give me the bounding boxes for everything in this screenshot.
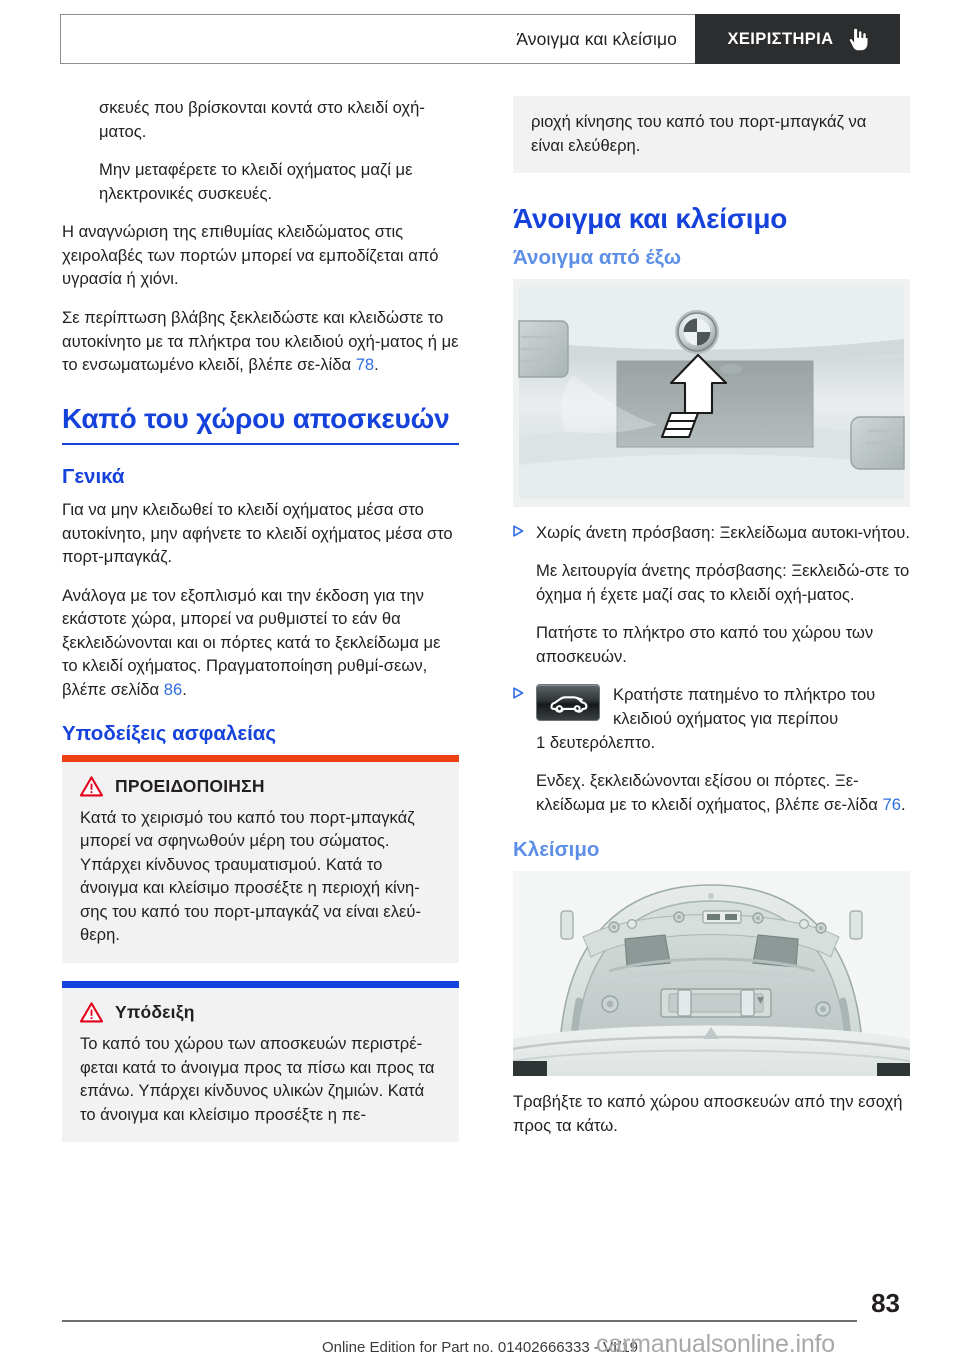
warning-box-text: Κατά το χειρισμό του καπό του πορτ-μπαγκάζ μπορεί να σφηνωθούν μέρη του σώματος. Υπάρχει κίνδυνος τραυματισμού. Κατά το άνοιγμα και κλείσιμο προσέξτε η περιοχή κίνη-σης του καπό του πορτ-μπαγκάζ να είναι ελεύ-θερη.	[80, 807, 421, 945]
page-header	[60, 14, 900, 64]
section-heading-open-close: Άνοιγμα και κλείσιμο	[513, 203, 788, 235]
watermark: carmanualsonline.info	[596, 1330, 836, 1358]
note-box	[62, 981, 459, 1142]
page-reference-86[interactable]: 86	[163, 680, 183, 700]
figure-trunk-lid-underside	[513, 871, 910, 1076]
subheading-general: Γενικά	[62, 465, 125, 489]
bullet-key-button-doors-period: .	[900, 794, 906, 814]
bullet-key-button-text	[536, 683, 910, 816]
note-box-continuation-text: ριοχή κίνησης του καπό του πορτ-μπαγκάζ να είναι ελεύθερη.	[531, 112, 867, 155]
header-chapter-title: Άνοιγμα και κλείσιμο	[516, 28, 677, 49]
general-paragraph-1: Για να μην κλειδωθεί το κλειδί οχήματος μέσα στο αυτοκίνητο, μην αφήνετε το κλειδί οχήματος μέσα στο πορτ-μπαγκάζ.	[62, 500, 453, 567]
footer-rule	[62, 1320, 857, 1322]
paragraph-recognition: Η αναγνώριση της επιθυμίας κλειδώματος στις χειρολαβές των πορτών μπορεί να εμποδίζεται από υγρασία ή χιόνι.	[62, 222, 439, 289]
bullet-key-button-caption: Κρατήστε πατημένο το πλήκτρο του κλειδιού οχήματος για περίπου	[613, 685, 876, 728]
general-paragraph-2-text: Ανάλογα με τον εξοπλισμό και την έκδοση για την εκάστοτε χώρα, μπορεί να ρυθμιστεί το εάν θα ξεκλειδώνονται και οι πόρτες κατά το ξεκλείδωμα με το κλειδί οχήματος. Πραγματοποίηση ρυθμί-σεων, βλέπε σελίδα	[62, 585, 441, 700]
page-reference-78[interactable]: 78	[355, 355, 375, 375]
note-box-title: Υπόδειξη	[115, 1001, 195, 1022]
subheading-safety-notes: Υποδείξεις ασφαλείας	[62, 721, 277, 745]
warning-box-top-bar	[62, 755, 459, 762]
left-column	[62, 96, 459, 1160]
note-box-header	[80, 1002, 441, 1023]
bullet-key-button-duration: 1 δευτερόλεπτο.	[536, 732, 656, 752]
bullet-key-button	[513, 683, 910, 816]
header-chapter-title-box	[60, 14, 695, 64]
warning-box-header	[80, 776, 441, 797]
warning-triangle-icon	[80, 1002, 103, 1023]
subheading-open-from-outside: Άνοιγμα από έξω	[513, 245, 682, 269]
page-reference-76[interactable]: 76	[882, 794, 901, 814]
header-section-tab[interactable]	[695, 14, 900, 64]
paragraph-malfunction-period: .	[374, 355, 379, 375]
triangle-bullet-icon	[513, 683, 536, 699]
right-column	[513, 96, 910, 1152]
continued-paragraph-2: Μην μεταφέρετε το κλειδί οχήματος μαζί με ηλεκτρονικές συσκευές.	[99, 160, 413, 203]
warning-triangle-icon	[80, 776, 103, 797]
bullet-key-button-doors-note	[536, 769, 910, 816]
bullet-line-press-button: Πατήστε το πλήκτρο στο καπό του χώρου των αποσκευών.	[536, 623, 874, 666]
closing-instruction-text: Τραβήξτε το καπό χώρου αποσκευών από την εσοχή προς τα κάτω.	[513, 1092, 903, 1135]
header-section-tab-label: ΧΕΙΡΙΣΤΗΡΙΑ	[727, 29, 834, 48]
general-paragraph-2-period: .	[182, 680, 187, 700]
bullet-open-methods-text	[536, 521, 910, 669]
bullet-line-comfort-access: Με λειτουργία άνετης πρόσβασης: Ξεκλειδώ-στε το όχημα ή έχετε μαζί σας το κλειδί οχή-ματος.	[536, 561, 910, 604]
section-heading-trunk-lid: Καπό του χώρου αποσκευών	[62, 402, 450, 434]
page-footer	[62, 1288, 900, 1322]
note-box-top-bar	[62, 981, 459, 988]
car-trunk-release-button-icon[interactable]	[536, 684, 600, 721]
section-heading-rule	[62, 443, 459, 445]
footer-edition-line: Online Edition for Part no. 01402666333 - VI/19	[321, 1339, 639, 1356]
note-box-continuation	[513, 96, 910, 173]
bullet-open-methods	[513, 521, 910, 669]
figure-trunk-exterior	[513, 279, 910, 507]
triangle-bullet-icon	[513, 521, 536, 537]
note-box-text: Το καπό του χώρου των αποσκευών περιστρέ-φεται κατά το άνοιγμα προς τα πίσω και προς τα επάνω. Υπάρχει κίνδυνος υλικών ζημιών. Κατά το άνοιγμα και κλείσιμο προσέξτε η πε-	[80, 1033, 435, 1124]
pointing-hand-icon	[848, 27, 868, 51]
warning-box	[62, 755, 459, 963]
bullet-line-no-comfort-access: Χωρίς άνετη πρόσβαση: Ξεκλείδωμα αυτοκι-νήτου.	[536, 522, 910, 542]
continued-paragraph-1: σκευές που βρίσκονται κοντά στο κλειδί οχή-ματος.	[99, 98, 425, 141]
page-number: 83	[871, 1288, 900, 1318]
subheading-closing: Κλείσιμο	[513, 838, 600, 862]
warning-box-title: ΠΡΟΕΙΔΟΠΟΙΗΣΗ	[115, 775, 265, 796]
bullet-key-button-doors-text: Ενδεχ. ξεκλειδώνονται εξίσου οι πόρτες. Ξε-κλείδωμα με το κλειδί οχήματος, βλέπε σε-λίδα	[536, 771, 883, 814]
general-paragraph-2	[62, 584, 459, 702]
paragraph-malfunction-text: Σε περίπτωση βλάβης ξεκλειδώστε και κλειδώστε το αυτοκίνητο με τα πλήκτρα του κλειδιού οχή-ματος ή με το ενσωματωμένο κλειδί, βλέπε σε-λίδα	[62, 307, 459, 375]
paragraph-malfunction	[62, 306, 459, 377]
